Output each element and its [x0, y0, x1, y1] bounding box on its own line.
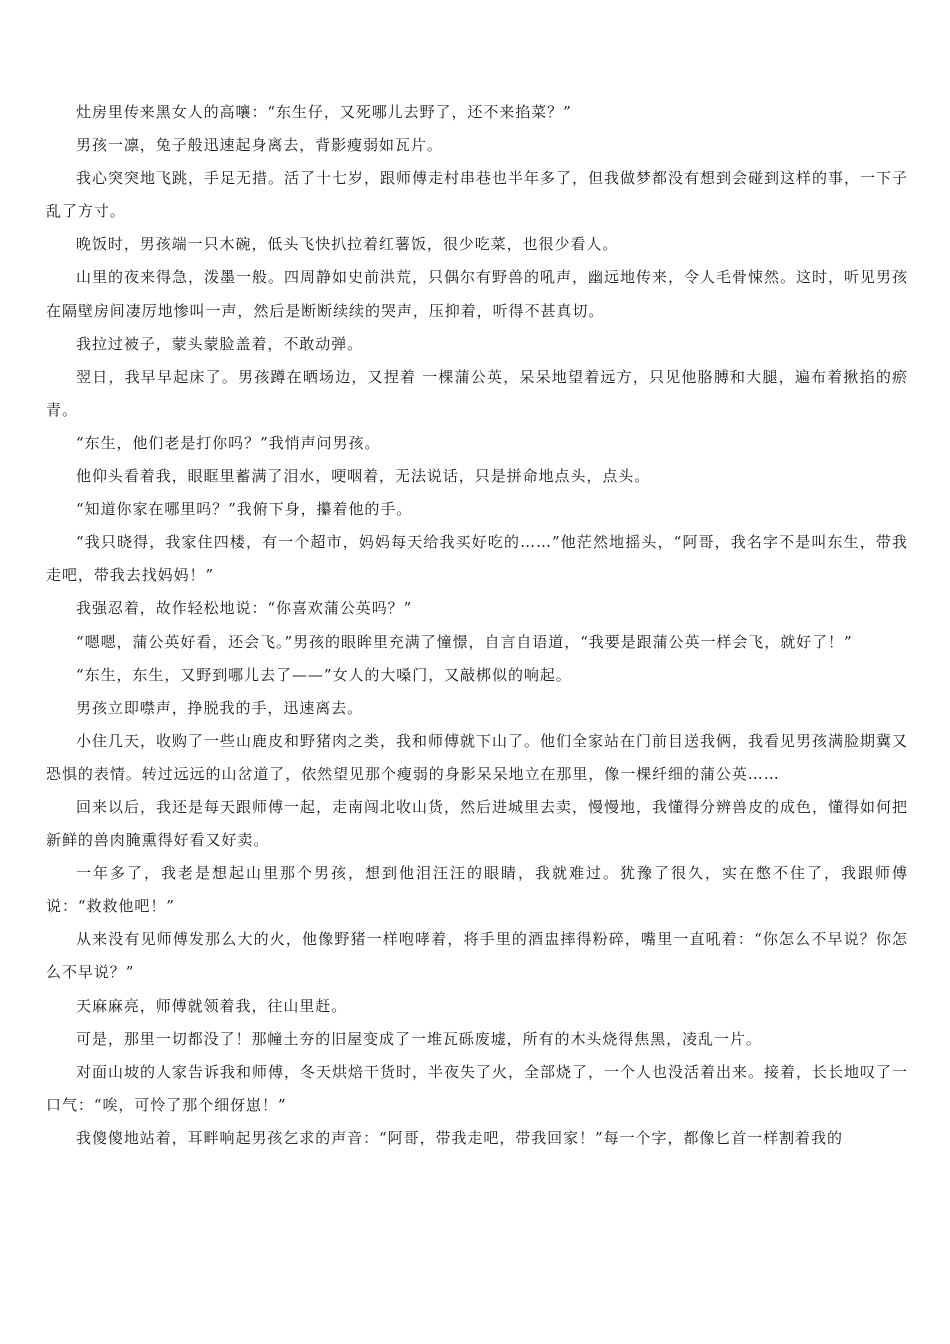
paragraph-7: 翌日，我早早起床了。男孩蹲在晒场边，又捏着 一棵蒲公英，呆呆地望着远方，只见他胳膊和大腿，遍布着揪掐的瘀青。 — [46, 367, 908, 419]
paragraph-3: 我心突突地飞跳，手足无措。活了十七岁，跟师傅走村串巷也半年多了，但我做梦都没有想到会碰到这样的事，一下子乱了方寸。 — [46, 169, 908, 221]
paragraph-16: 小住几天，收购了一些山鹿皮和野猪肉之类，我和师傅就下山了。他们全家站在门前目送我俩，我看见男孩满脸期冀又恐惧的表情。转过远远的山岔道了，依然望见那个瘦弱的身影呆呆地立在那里，像一棵纤细的蒲公英…… — [46, 731, 908, 783]
paragraph-15: 男孩立即噤声，挣脱我的手，迅速离去。 — [76, 698, 364, 717]
paragraph-10: “知道你家在哪里吗？”我俯下身，攥着他的手。 — [76, 500, 413, 519]
paragraph-17: 回来以后，我还是每天跟师傅一起，走南闯北收山货，然后进城里去卖，慢慢地，我懂得分辨兽皮的成色，懂得如何把新鲜的兽肉腌熏得好看又好卖。 — [46, 797, 908, 850]
paragraph-5: 山里的夜来得急，泼墨一般。四周静如史前洪荒，只偶尔有野兽的吼声，幽远地传来，令人毛骨悚然。这时，听见男孩在隔壁房间凄厉地惨叫一声，然后是断断续续的哭声，压抑着，听得不甚真切。 — [46, 268, 908, 320]
paragraph-2: 男孩一凛，兔子般迅速起身离去，背影瘦弱如瓦片。 — [76, 136, 443, 155]
paragraph-18: 一年多了，我老是想起山里那个男孩，想到他泪汪汪的眼睛，我就难过。犹豫了很久，实在憋不住了，我跟师傅说：“救救他吧！” — [46, 864, 908, 916]
story-text — [46, 96, 908, 1155]
paragraph-1: 灶房里传来黑女人的高嚷：“东生仔，又死哪儿去野了，还不来掐菜？” — [76, 103, 572, 121]
paragraph-21: 可是，那里一切都没了！那幢土夯的旧屋变成了一堆瓦砾废墟，所有的木头烧得焦黑，凌乱一片。 — [76, 1029, 762, 1048]
paragraph-9: 他仰头看着我，眼眶里蓄满了泪水，哽咽着，无法说话，只是拼命地点头，点头。 — [76, 467, 651, 486]
paragraph-22: 对面山坡的人家告诉我和师傅，冬天烘焙干货时，半夜失了火，全部烧了，一个人也没活着出来。接着，长长地叹了一口气：“唉，可怜了那个细伢崽！” — [46, 1062, 908, 1114]
paragraph-23: 我傻傻地站着，耳畔响起男孩乞求的声音：“阿哥，带我走吧，带我回家！”每一个字，都像匕首一样割着我的 — [76, 1128, 843, 1147]
paragraph-6: 我拉过被子，蒙头蒙脸盖着，不敢动弹。 — [76, 334, 364, 353]
paragraph-8: “东生，他们老是打你吗？”我悄声问男孩。 — [76, 433, 381, 452]
paragraph-12: 我强忍着，故作轻松地说：“你喜欢蒲公英吗？” — [76, 599, 413, 618]
paragraph-14: “东生，东生，又野到哪儿去了——”女人的大嗓门，又敲梆似的响起。 — [76, 665, 572, 684]
paragraph-4: 晚饭时，男孩端一只木碗，低头飞快扒拉着红薯饭，很少吃菜，也很少看人。 — [76, 235, 619, 254]
paragraph-11: “我只晓得，我家住四楼，有一个超市，妈妈每天给我买好吃的……”他茫然地摇头，“阿哥，我名字不是叫东生，带我走吧，带我去找妈妈！” — [46, 533, 908, 585]
paragraph-13: “嗯嗯，蒲公英好看，还会飞。”男孩的眼眸里充满了憧憬，自言自语道，“我要是跟蒲公英一样会飞，就好了！” — [76, 632, 853, 651]
paragraph-19: 从来没有见师傅发那么大的火，他像野猪一样咆哮着，将手里的酒盅摔得粉碎，嘴里一直吼着：“你怎么不早说？你怎么不早说？” — [46, 930, 908, 982]
paragraph-20: 天麻麻亮，师傅就领着我，往山里赶。 — [76, 996, 348, 1015]
